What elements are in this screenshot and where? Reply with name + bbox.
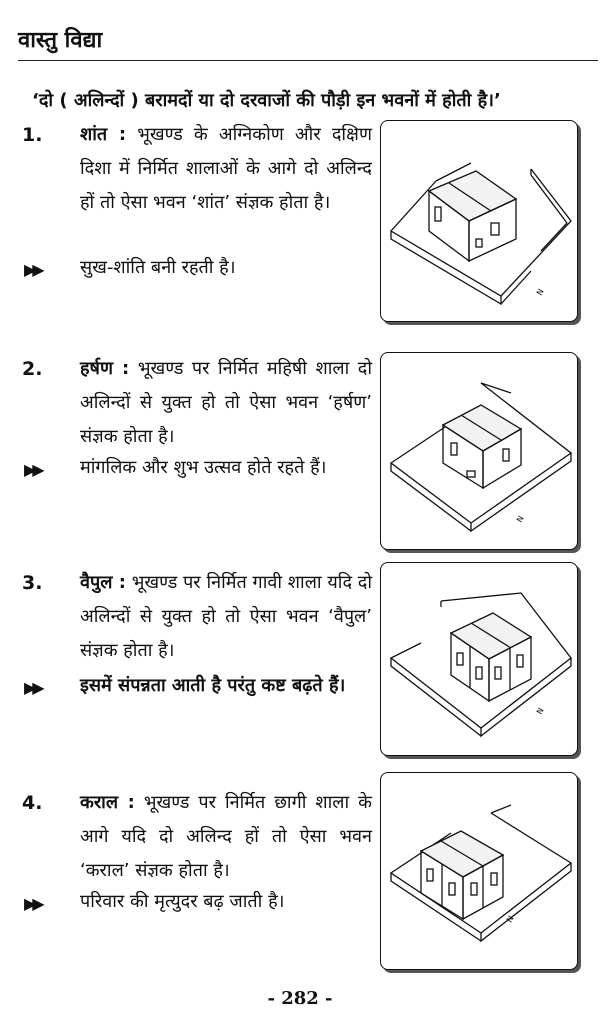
entry-description <box>80 566 372 668</box>
entry-number: 4. <box>22 792 43 814</box>
entry-text: भूखण्ड पर निर्मित गावी शाला यदि दो अलिन्दों से युक्त हो तो ऐसा भवन ‘वैपुल’ संज्ञक होता है। <box>80 572 372 661</box>
entry-number: 2. <box>22 358 43 380</box>
svg-text:N: N <box>534 706 546 716</box>
double-arrow-bullet-icon: ▶▶ <box>24 894 41 913</box>
entry-note: इसमें संपन्नता आती है परंतु कष्ट बढ़ते हैं। <box>80 675 346 696</box>
running-header: वास्तु विद्या <box>18 28 103 53</box>
entry-1 <box>0 118 600 328</box>
entry-number: 1. <box>22 124 43 146</box>
isometric-house-plan-icon <box>381 353 577 549</box>
double-arrow-bullet-icon: ▶▶ <box>24 678 41 697</box>
entry-text: भूखण्ड के अग्निकोण और दक्षिण दिशा में निर्मित शालाओं के आगे दो अलिन्द हों तो ऐसा भवन ‘शांत’ संज्ञक होता है। <box>80 124 372 213</box>
entry-4 <box>0 786 600 976</box>
entry-note: मांगलिक और शुभ उत्सव होते रहते हैं। <box>80 457 327 478</box>
entry-term: हर्षण : <box>80 358 130 379</box>
intro-text: ‘दो ( अलिन्दों ) बरामदों या दो दरवाजों की पौड़ी इन भवनों में होती है।’ <box>32 90 501 111</box>
entry-text: भूखण्ड पर निर्मित छागी शाला के आगे यदि दो अलिन्द हों तो ऐसा भवन ‘कराल’ संज्ञक होता है। <box>80 792 372 881</box>
isometric-house-plan-icon <box>381 563 577 755</box>
entry-term: शांत : <box>80 124 127 145</box>
header-divider <box>18 60 598 61</box>
isometric-house-plan-icon <box>381 121 577 321</box>
diagram-panel-2 <box>380 352 578 550</box>
entry-term: वैपुल : <box>80 572 126 593</box>
diagram-panel-3 <box>380 562 578 756</box>
page-number: - 282 - <box>267 988 333 1009</box>
diagram-panel-4 <box>380 772 578 970</box>
entry-text: भूखण्ड पर निर्मित महिषी शाला दो अलिन्दों से युक्त हो तो ऐसा भवन ‘हर्षण’ संज्ञक होता है। <box>80 358 372 447</box>
entry-description <box>80 786 372 888</box>
entry-description <box>80 352 372 454</box>
entry-3 <box>0 566 600 766</box>
double-arrow-bullet-icon: ▶▶ <box>24 260 41 279</box>
entry-note: सुख-शांति बनी रहती है। <box>80 257 236 278</box>
entry-number: 3. <box>22 572 43 594</box>
entry-term: कराल : <box>80 792 135 813</box>
double-arrow-bullet-icon: ▶▶ <box>24 460 41 479</box>
entry-description <box>80 118 372 220</box>
svg-text:N: N <box>514 514 526 524</box>
entry-2 <box>0 352 600 552</box>
diagram-panel-1 <box>380 120 578 322</box>
svg-text:N: N <box>534 287 546 297</box>
svg-text:N: N <box>504 914 516 924</box>
entry-note: परिवार की मृत्युदर बढ़ जाती है। <box>80 891 285 912</box>
isometric-house-plan-icon <box>381 773 577 969</box>
